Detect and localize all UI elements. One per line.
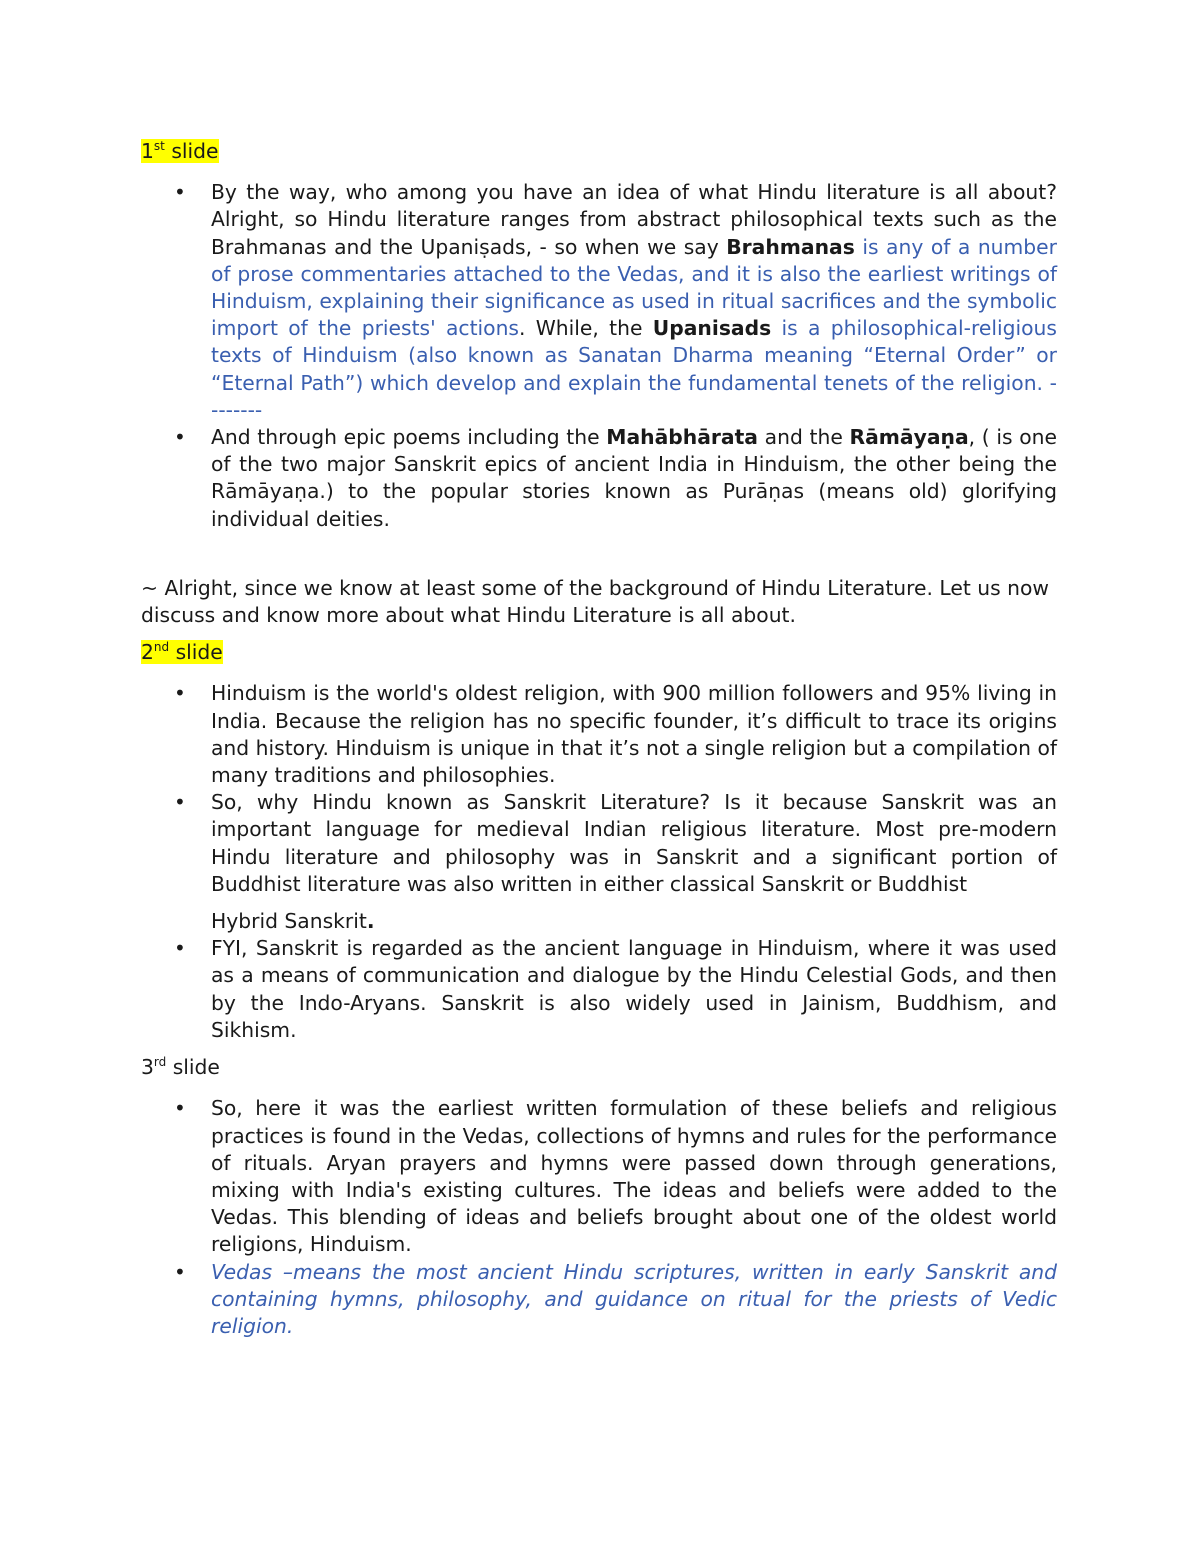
bullet-text: By the way, who among you have an idea of what Hindu literature is all about? Alright, so Hindu literature ranges from abstract philosophical texts such as the Brahmanas and the Upaniṣads, - so when we say (211, 180, 1057, 259)
bullet-text-tail (211, 898, 375, 935)
heading-number: 2 (141, 640, 154, 665)
heading-number: 3 (141, 1055, 154, 1080)
bullet-text: So, here it was the earliest written formulation of these beliefs and religious practices is found in the Vedas, collections of hymns and rules for the performance of rituals. Aryan prayers and hymns were passed down through generations, mixing with India's existing cultures. The ideas and beliefs were added to the Vedas. This blending of ideas and beliefs brought about one of the oldest world religions, Hinduism. (211, 1096, 1057, 1257)
heading-label: slide (169, 640, 223, 665)
transition-paragraph: ~ Alright, since we know at least some of the background of Hindu Literature. Let us now discuss and know more about what Hindu Literature is all about. (141, 575, 1049, 628)
term-upanisads: Upanisads (652, 316, 772, 341)
slide-1-heading (141, 138, 1057, 165)
term-ramayana: Rāmāyaṇa (849, 425, 969, 450)
bullet-icon: • (174, 180, 186, 205)
bullet-icon: • (174, 1259, 186, 1284)
list-item (141, 179, 1057, 424)
bullet-text: and the (757, 425, 850, 450)
bullet-icon: • (174, 790, 186, 815)
bullet-period: . (366, 909, 375, 934)
definition-upanisads: is a philosophical-religious texts of Hinduism (also known as Sanatan Dharma meaning “Eternal Order” or “Eternal Path”) which develop and explain the fundamental tenets of the religion. -------- (211, 316, 1057, 422)
list-item (141, 935, 1057, 1044)
slide-2-heading (141, 639, 1057, 666)
list-item (141, 789, 1057, 935)
bullet-icon: • (174, 936, 186, 961)
term-brahmanas: Brahmanas (726, 234, 855, 259)
slide-1-bullet-list (141, 179, 1057, 533)
heading-number: 1 (141, 139, 154, 163)
list-item (141, 680, 1057, 789)
bullet-text: , ( is one of the two major Sanskrit epics of ancient India in Hinduism, the other being the Rāmāyaṇa.) to the popular stories known as Purāṇas (means old) glorifying individual deities. (211, 425, 1057, 531)
heading-label: slide (166, 1055, 220, 1080)
bullet-text: And through epic poems including the (211, 425, 607, 450)
heading-ordinal: rd (153, 1055, 167, 1070)
bullet-text: Hybrid Sanskrit (211, 909, 367, 934)
bullet-text: FYI, Sanskrit is regarded as the ancient language in Hinduism, where it was used as a means of communication and dialogue by the Hindu Celestial Gods, and then by the Indo-Aryans. Sanskrit is also widely used in Jainism, Buddhism, and Sikhism. (211, 936, 1057, 1042)
bullet-text: So, why Hindu known as Sanskrit Literature? Is it because Sanskrit was an important language for medieval Indian religious literature. Most pre-modern Hindu literature and philosophy was in Sanskrit and a significant portion of Buddhist literature was also written in either classical Sanskrit or Buddhist (211, 790, 1057, 896)
list-item (141, 424, 1057, 533)
document-page (141, 128, 1057, 1340)
bullet-icon: • (174, 681, 186, 706)
bullet-text: . While, the (519, 316, 653, 341)
definition-brahmanas: is any of a number of prose commentaries attached to the Vedas, and it is also the earliest writings of Hinduism, explaining their significance as used in ritual sacrifices and the symbolic import of the priests' actions (211, 234, 1057, 341)
bullet-text: Hinduism is the world's oldest religion, with 900 million followers and 95% living in India. Because the religion has no specific founder, it’s difficult to trace its origins and history. Hinduism is unique in that it’s not a single religion but a compilation of many traditions and philosophies. (211, 681, 1057, 788)
heading-ordinal: st (153, 139, 165, 153)
heading-highlight (141, 139, 219, 163)
slide-3-heading (141, 1054, 1057, 1081)
slide-3-bullet-list (141, 1095, 1057, 1340)
list-item (141, 1259, 1057, 1341)
bullet-icon: • (174, 1096, 186, 1121)
heading-ordinal: nd (153, 640, 170, 655)
vedas-definition: Vedas –means the most ancient Hindu scriptures, written in early Sanskrit and containing hymns, philosophy, and guidance on ritual for the priests of Vedic religion. (211, 1259, 1057, 1338)
bullet-icon: • (174, 425, 186, 450)
heading-label: slide (164, 139, 219, 163)
heading-highlight (141, 640, 223, 664)
list-item (141, 1095, 1057, 1258)
term-mahabharata: Mahābhārata (606, 425, 758, 450)
slide-2-bullet-list (141, 680, 1057, 1044)
